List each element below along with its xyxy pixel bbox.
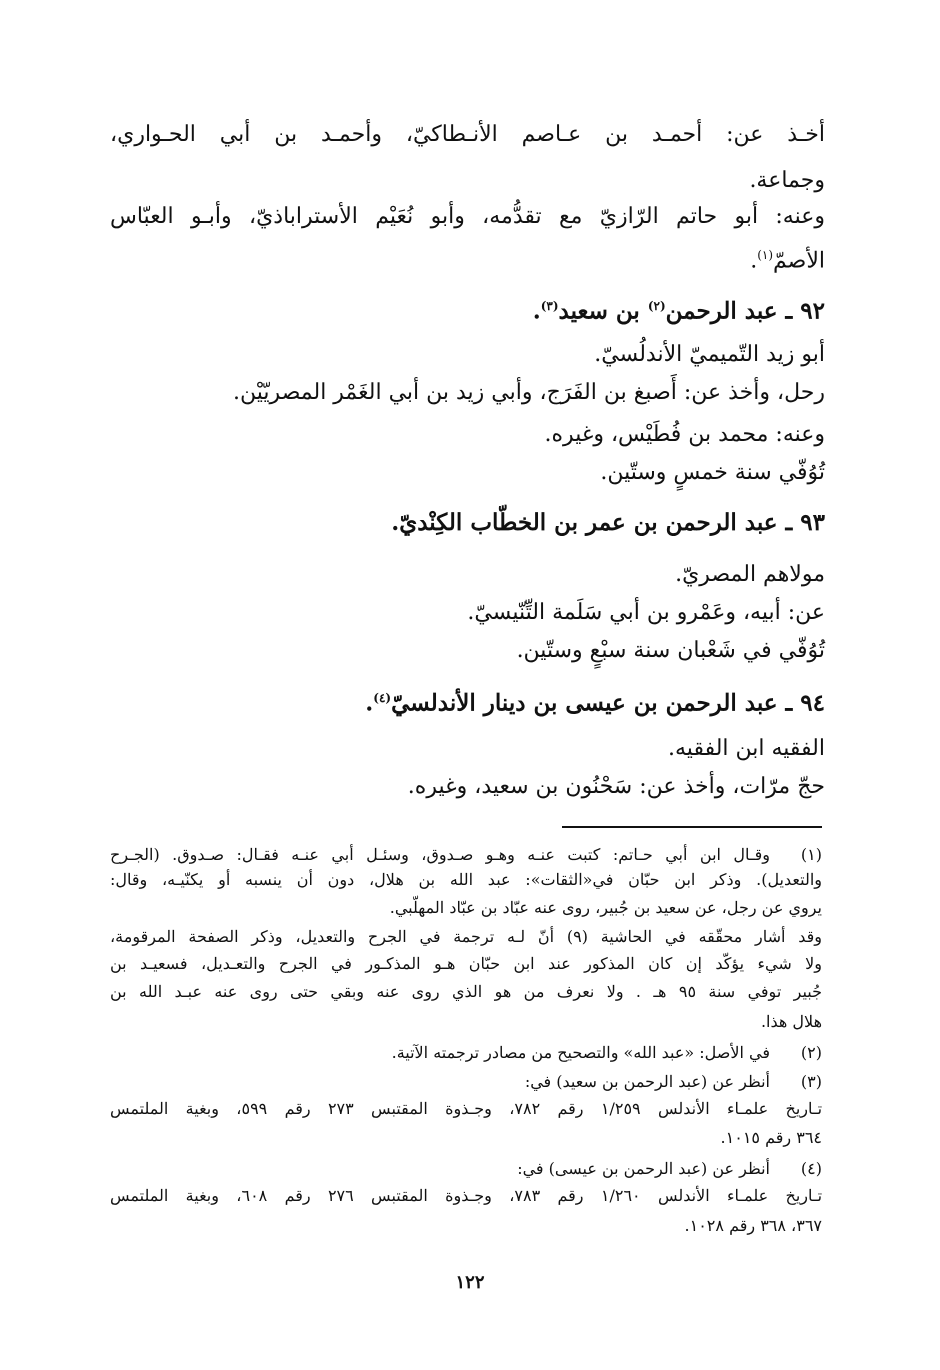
footnote-1-line: يروي عن رجل، عن سعيد بن جُبير، روى عنه عبّاد بن عبّاد المهلّبي. — [389, 898, 822, 917]
text-line: عن: أبيه، وعَمْرو بن أبي سَلَمة التِّنّيسيّ. — [467, 600, 825, 625]
text-run: الأصمّ — [773, 248, 825, 274]
footnote-number: (٤) — [800, 1159, 822, 1178]
footnote-text: أنظر عن (عبد الرحمن بن عيسى) في: — [517, 1159, 770, 1178]
footnote-text: في الأصل: «عبد الله» والتصحيح من مصادر ترجمته الآتية. — [391, 1043, 770, 1062]
footnote-4-line: تـاريخ علمـاء الأندلس ١/٢٦٠ رقم ٧٨٣، وجـذوة المقتبس ٢٧٦ رقم ٦٠٨، وبغية الملتمس — [110, 1186, 823, 1205]
text-line: وعنه: أبو حاتم الرّازيّ مع تقدُّمه، وأبو نُعَيْم الأستراباذيّ، وأبـو العبّاس — [110, 204, 825, 229]
footnote-mark: (٣) — [540, 299, 559, 313]
text-line: حجّ مرّات، وأخذ عن: سَحْنُون بن سعيد، وغيره. — [407, 774, 825, 799]
footnote-1-line — [110, 844, 822, 866]
footnote-mark: (٤) — [373, 691, 392, 705]
footnote-1-line: هلال هذا. — [760, 1012, 822, 1031]
text-line: مولاهم المصريّ. — [675, 562, 825, 587]
footnote-mark: (١) — [757, 248, 774, 262]
footnote-1-line: ولا شيء يؤكّد إن كان المذكور عند ابن حبّان هـو المذكـور في الجرح والتعـديل، فسعيـد بن — [110, 954, 822, 973]
text-line: أخـذ عن: أحمـد بن عـاصم الأنـطاكيّ، وأحمـد بن أبي الحـواري، — [110, 122, 825, 147]
footnote-4-line — [110, 1158, 822, 1180]
footnote-1-line: والتعديل). وذكر ابن حبّان في«الثقات»: عبد الله بن هلال، دون أن ينسبه أو يكنّيـه، وقال: — [110, 870, 822, 889]
text-line: أبو زيد التّميميّ الأندلُسيّ. — [594, 342, 825, 367]
text-line: الفقيه ابن الفقيه. — [668, 736, 825, 761]
page-number: ١٢٢ — [455, 1272, 485, 1293]
heading-text: ٩٤ ـ عبد الرحمن بن عيسى بن دينار الأندلسيّ — [391, 689, 825, 717]
footnote-4-line: ٣٦٧، ٣٦٨ رقم ١٠٢٨. — [684, 1216, 822, 1235]
footnote-3-line: تـاريخ علمـاء الأندلس ١/٢٥٩ رقم ٧٨٢، وجـذوة المقتبس ٢٧٣ رقم ٥٩٩، وبغية الملتمس — [110, 1099, 823, 1118]
entry-heading-93: ٩٣ ـ عبد الرحمن بن عمر بن الخطّاب الكِنْديّ. — [391, 509, 825, 536]
footnote-2-line — [110, 1042, 822, 1064]
text-line: وجماعة. — [749, 168, 825, 193]
heading-text: . — [532, 297, 541, 325]
footnote-3-line: ٣٦٤ رقم ١٠١٥. — [720, 1128, 822, 1147]
footnote-3-line — [110, 1071, 822, 1093]
footnote-mark: (٢) — [647, 299, 666, 313]
entry-heading-92 — [533, 291, 825, 327]
text-run: . — [750, 248, 758, 274]
footnote-text: أنظر عن (عبد الرحمن بن سعيد) في: — [524, 1072, 770, 1091]
text-line: رحل، وأخذ عن: أَصبغ بن الفَرَج، وأبي زيد بن أبي الغَمْر المصريّيْن. — [233, 380, 825, 405]
footnote-1-line: وقد أشار محقّقه في الحاشية (٩) أنّ لـه ترجمة في الجرح والتعديل، وذكر الصفحة المرقومة، — [110, 927, 823, 946]
text-line — [750, 240, 825, 276]
footnote-text: وقـال ابن أبي حـاتم: كتبت عنـه وهـو صـدوق، وسئـل أبي عنـه فقـال: صـدوق. (الجـرح — [110, 845, 770, 864]
entry-heading-94 — [365, 683, 825, 719]
footnote-number: (٣) — [800, 1072, 822, 1091]
text-line: وعنه: محمد بن فُطَيْس، وغيره. — [544, 422, 825, 447]
heading-text: . — [365, 689, 374, 717]
footnote-separator — [562, 826, 822, 828]
footnote-number: (٢) — [800, 1043, 822, 1062]
footnote-number: (١) — [800, 845, 822, 864]
heading-text: بن سعيد — [558, 297, 648, 325]
footnote-1-line: جُبير توفي سنة ٩٥ هـ . ولا نعرف من هو الذي روى عنه وبقي حتى روى عنه عبـد الله بن — [110, 982, 823, 1001]
text-line: تُوُفّي في شَعْبان سنة سبْعٍ وستّين. — [516, 638, 825, 663]
heading-text: ٩٢ ـ عبد الرحمن — [665, 297, 825, 325]
text-line: تُوُفّي سنة خمسٍ وستّين. — [600, 460, 825, 485]
